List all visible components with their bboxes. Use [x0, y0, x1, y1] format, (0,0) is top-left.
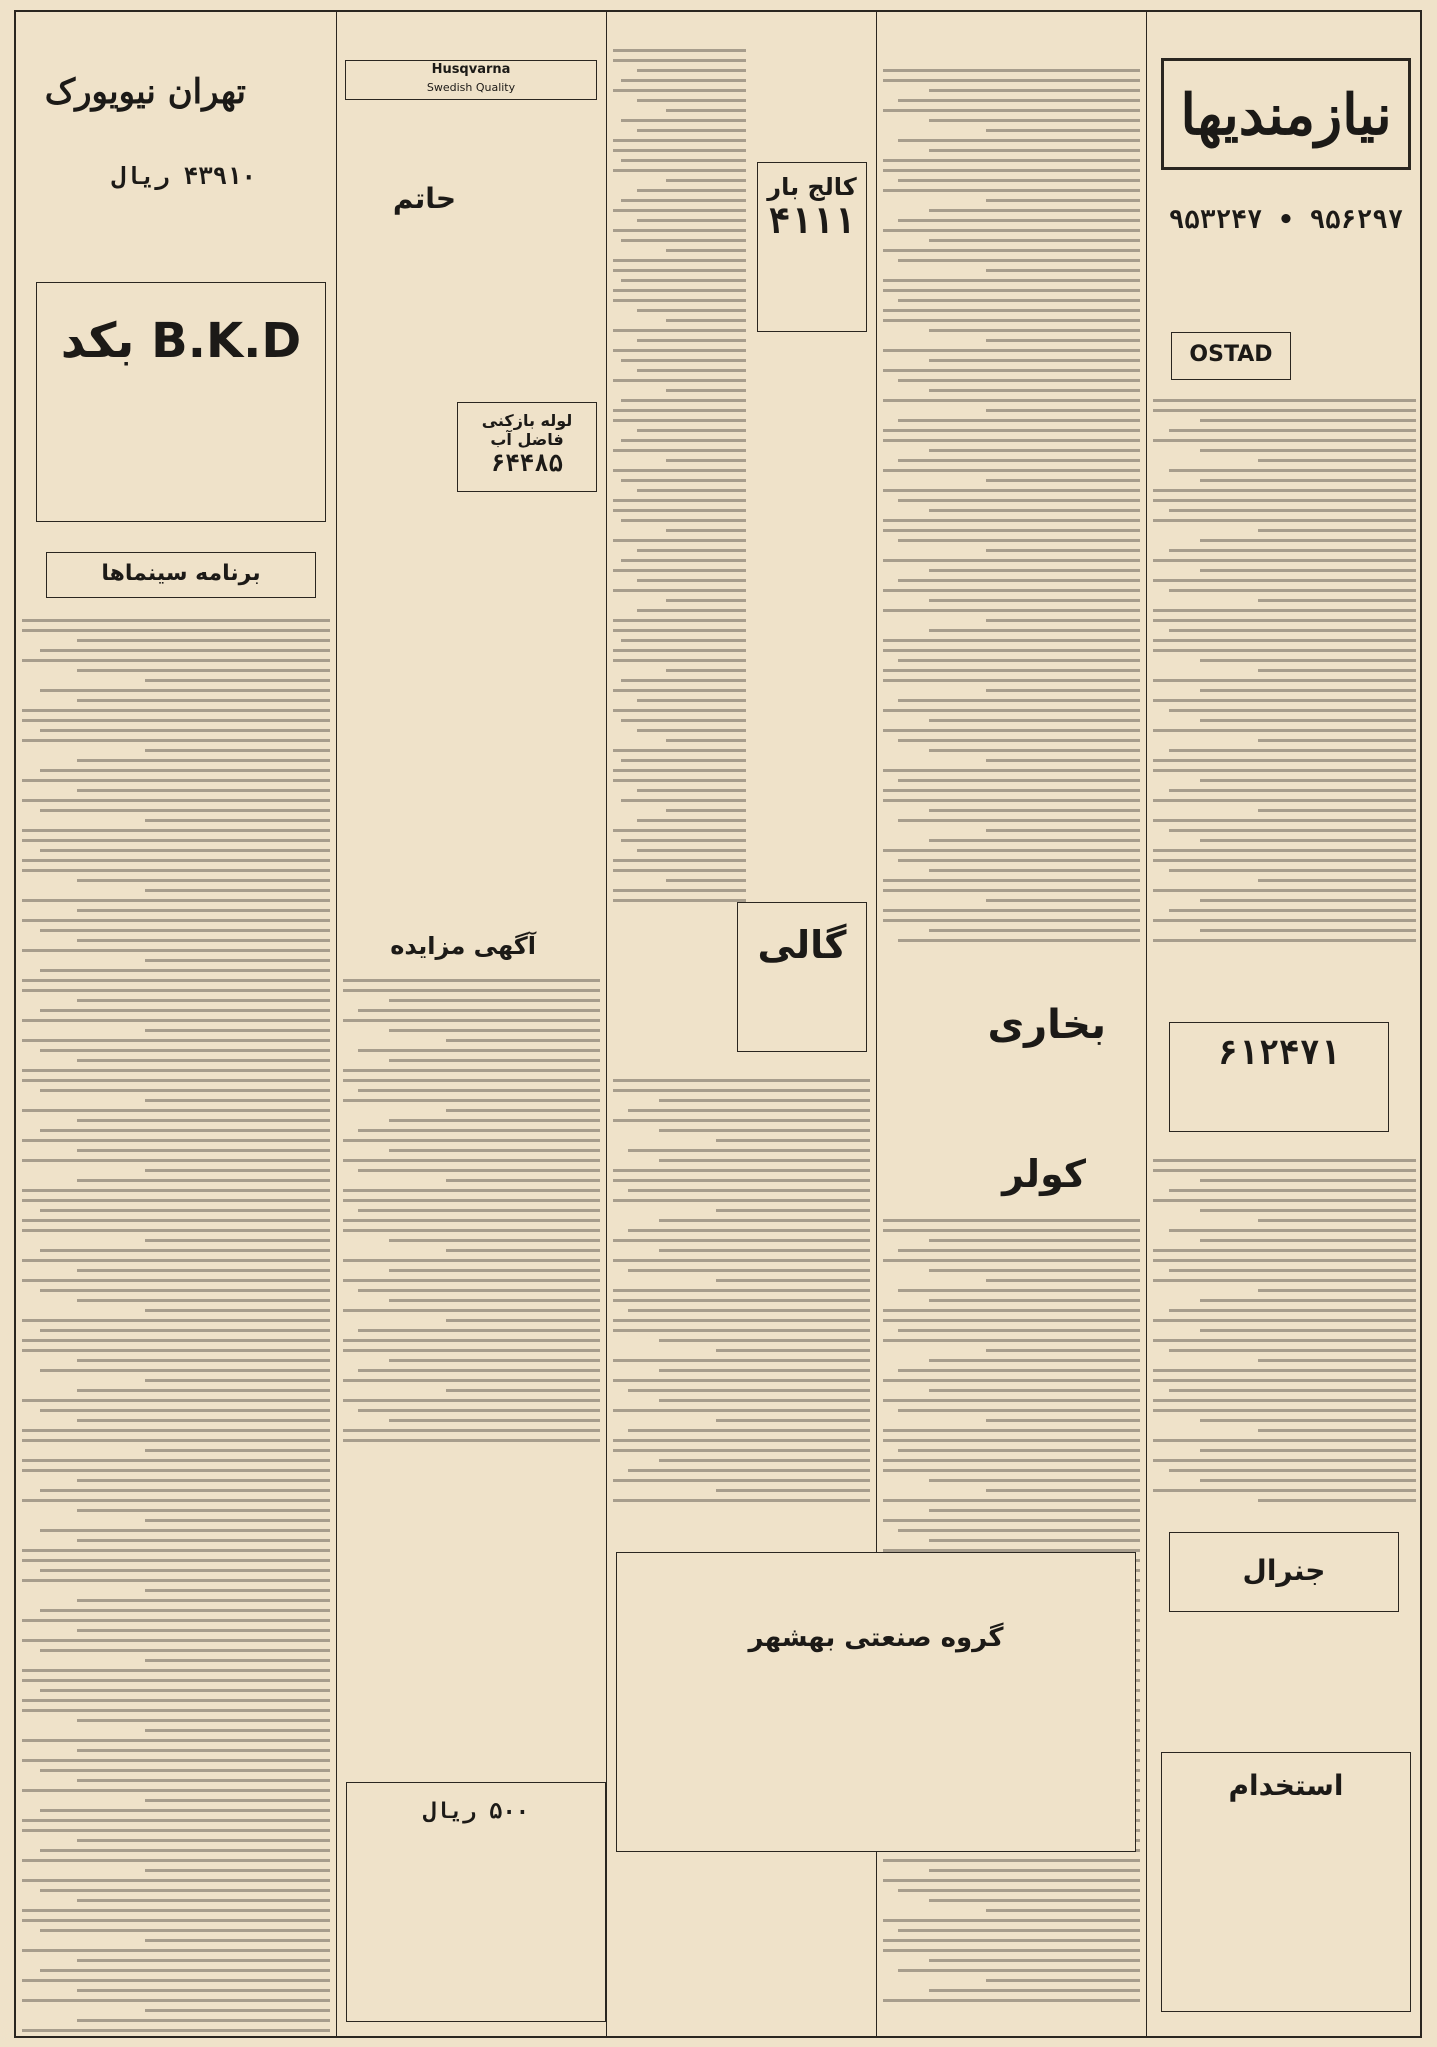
cinema-title: برنامه سینماها [101, 561, 261, 586]
pipe-title: لوله بازکنی فاضل آب [481, 411, 573, 449]
flight-price: ۴۳۹۱۰ ریال [111, 162, 256, 190]
auction-heading: آگهی مزایده [390, 932, 536, 960]
taxi-ad [757, 162, 867, 332]
factory-ad [1157, 182, 1415, 312]
crane-ad [346, 1782, 606, 2022]
gaggy-title: گالی [757, 923, 847, 967]
bkd-title: B.K.D [151, 313, 302, 369]
col4-text [343, 972, 600, 1452]
taxi-phone: ۴۱۱۱ [768, 201, 856, 242]
hiring-ad [1161, 1752, 1411, 2012]
factory-phone: ۹۵۶۲۹۷ • ۹۵۳۲۴۷ [1168, 205, 1404, 235]
col3-text-b [613, 1072, 870, 1512]
kooler-heading: کولر [1002, 1152, 1086, 1196]
husqvarna-subtitle: Swedish Quality [426, 81, 516, 94]
col1-text-b [1153, 1152, 1416, 1512]
newspaper-page [14, 10, 1422, 2038]
bkd-ad [36, 282, 326, 522]
ostakan-ad [1169, 1022, 1389, 1132]
needs-masthead [1161, 58, 1411, 170]
bokhari-heading: بخاری [987, 1002, 1106, 1048]
gaggy-ad [737, 902, 867, 1052]
ostad-logo-text: OSTAD [1189, 342, 1273, 367]
behshahr-title: گروه صنعتی بهشهر [748, 1623, 1004, 1653]
col3-text-a [613, 42, 746, 922]
general-text: جنرال [1242, 1554, 1326, 1587]
taxi-title: کالج بار [767, 173, 857, 201]
hatam-heading: حاتم [392, 182, 456, 215]
col1-text-a [1153, 392, 1416, 952]
husqvarna-name: Husqvarna [431, 62, 511, 77]
crane-price: ۵۰۰ ریال [423, 1799, 529, 1824]
tehran-newyork-heading: تهران نیویورک [44, 72, 246, 112]
husqvarna-ad [345, 60, 597, 100]
col2-text-a [883, 62, 1140, 962]
column-1 [1146, 12, 1422, 2036]
column-4 [336, 12, 606, 2036]
ostakan-phone: ۶۱۲۴۷۱ [1217, 1033, 1341, 1073]
bkd-title-fa: بکد [60, 313, 135, 369]
ostad-ad [1171, 332, 1291, 380]
behshahr-ad [616, 1552, 1136, 1852]
cinema-ad [46, 552, 316, 598]
pipe-ad [457, 402, 597, 492]
needs-title: نیازمندیها [1180, 82, 1392, 148]
column-5 [16, 12, 336, 2036]
pipe-phone: ۶۴۴۸۵ [490, 449, 564, 477]
general-ad [1169, 1532, 1399, 1612]
col5-text [22, 612, 330, 2012]
hiring-title: استخدام [1228, 1769, 1344, 1802]
